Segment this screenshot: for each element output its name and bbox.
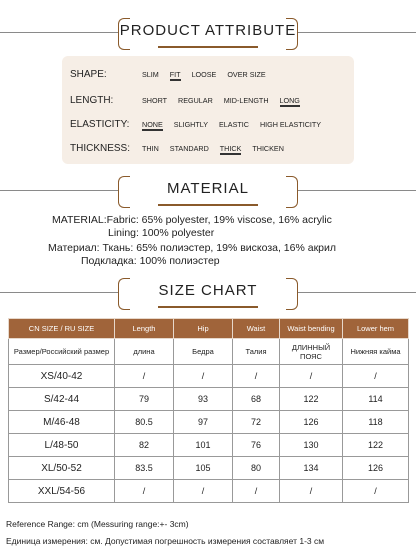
- size-cell: M/46-48: [9, 411, 115, 434]
- value-cell: 105: [174, 457, 233, 480]
- table-row: [9, 434, 409, 457]
- table-row: [9, 365, 409, 388]
- attr-option: SHORT: [142, 95, 168, 105]
- material-fabric-ru: Материал: Ткань: 65% полиэстер, 19% вискоза, 16% акрил: [48, 242, 337, 254]
- attr-option-selected: NONE: [142, 119, 163, 129]
- attr-option-selected: LONG: [279, 95, 300, 105]
- value-cell: 97: [174, 411, 233, 434]
- value-cell: /: [280, 480, 343, 503]
- attr-option: SLIGHTLY: [173, 119, 208, 129]
- ru-header-hip: Бедра: [174, 339, 233, 365]
- value-cell: 101: [174, 434, 233, 457]
- col-header-size: CN SIZE / RU SIZE: [9, 319, 115, 339]
- value-cell: /: [233, 365, 280, 388]
- value-cell: /: [115, 480, 174, 503]
- col-header-waist: Waist: [233, 319, 280, 339]
- ru-header-waist-bending: ДЛИННЫЙ ПОЯС: [280, 339, 343, 365]
- attr-label: ELASTICITY:: [70, 118, 130, 130]
- value-cell: 68: [233, 388, 280, 411]
- material-header: [0, 170, 416, 212]
- attribute-panel: [62, 56, 354, 164]
- value-cell: /: [280, 365, 343, 388]
- value-cell: /: [343, 480, 409, 503]
- table-row: [9, 411, 409, 434]
- material-fabric-en: MATERIAL:Fabric: 65% polyester, 19% viscose, 16% acrylic: [52, 214, 332, 226]
- reference-range-ru: Единица измерения: см. Допустимая погрешность измерения составляет 1-3 см: [6, 536, 325, 546]
- value-cell: /: [233, 480, 280, 503]
- size-cell: L/48-50: [9, 434, 115, 457]
- value-cell: 72: [233, 411, 280, 434]
- value-cell: /: [174, 480, 233, 503]
- header-divider-right: [298, 292, 416, 293]
- section-title: PRODUCT ATTRIBUTE: [119, 22, 297, 39]
- table-row: [9, 480, 409, 503]
- value-cell: 130: [280, 434, 343, 457]
- attr-option: OVER SIZE: [227, 69, 266, 79]
- material-lining-en: Lining: 100% polyester: [108, 227, 215, 239]
- attr-option: HIGH ELASTICITY: [259, 119, 322, 129]
- attr-option: MID-LENGTH: [223, 95, 269, 105]
- col-header-length: Length: [115, 319, 174, 339]
- value-cell: 114: [343, 388, 409, 411]
- material-lining-ru: Подкладка: 100% полиэстер: [81, 255, 220, 267]
- header-divider-left: [0, 32, 118, 33]
- attr-option: SLIM: [142, 69, 159, 79]
- value-cell: 80: [233, 457, 280, 480]
- value-cell: 126: [280, 411, 343, 434]
- attr-option: ELASTIC: [219, 119, 249, 129]
- value-cell: /: [343, 365, 409, 388]
- size-cell: XL/50-52: [9, 457, 115, 480]
- header-divider-right: [298, 190, 416, 191]
- size-cell: XXL/54-56: [9, 480, 115, 503]
- attr-label: LENGTH:: [70, 94, 114, 106]
- table-header-row: [9, 319, 409, 339]
- header-box: [118, 278, 298, 310]
- ru-header-waist: Талия: [233, 339, 280, 365]
- value-cell: 118: [343, 411, 409, 434]
- attr-option-selected: FIT: [169, 69, 181, 79]
- attr-option: THIN: [142, 143, 159, 153]
- size-chart-header: [0, 272, 416, 314]
- product-attribute-header: [0, 12, 416, 54]
- header-box: [118, 176, 298, 208]
- value-cell: 76: [233, 434, 280, 457]
- title-accent-line: [158, 204, 258, 206]
- attr-option: REGULAR: [178, 95, 213, 105]
- value-cell: 80.5: [115, 411, 174, 434]
- attr-row-length: [70, 92, 348, 108]
- size-cell: S/42-44: [9, 388, 115, 411]
- col-header-lower-hem: Lower hem: [343, 319, 409, 339]
- header-divider-left: [0, 190, 118, 191]
- attr-option: THICKEN: [252, 143, 284, 153]
- ru-header-lower-hem: Нижняя кайма: [343, 339, 409, 365]
- value-cell: /: [115, 365, 174, 388]
- section-title: SIZE CHART: [158, 282, 258, 299]
- col-header-waist-bending: Waist bending: [280, 319, 343, 339]
- table-row: [9, 388, 409, 411]
- attr-row-thickness: [70, 140, 348, 156]
- header-divider-right: [298, 32, 416, 33]
- section-title: MATERIAL: [167, 180, 249, 197]
- header-divider-left: [0, 292, 118, 293]
- attr-label: THICKNESS:: [70, 142, 131, 154]
- value-cell: 126: [343, 457, 409, 480]
- ru-header-size: Размер/Российский размер: [9, 339, 115, 365]
- value-cell: 83.5: [115, 457, 174, 480]
- attr-row-elasticity: [70, 116, 348, 132]
- attr-row-shape: [70, 66, 348, 82]
- attr-label: SHAPE:: [70, 68, 107, 80]
- value-cell: 79: [115, 388, 174, 411]
- value-cell: 122: [343, 434, 409, 457]
- title-accent-line: [158, 306, 258, 308]
- attr-option: LOOSE: [191, 69, 217, 79]
- size-cell: XS/40-42: [9, 365, 115, 388]
- reference-range-en: Reference Range: cm (Messuring range:+- 3cm): [6, 519, 189, 529]
- title-accent-line: [158, 46, 258, 48]
- header-box: [118, 18, 298, 50]
- col-header-hip: Hip: [174, 319, 233, 339]
- value-cell: 134: [280, 457, 343, 480]
- table-ru-header-row: [9, 339, 409, 365]
- attr-option: STANDARD: [169, 143, 209, 153]
- table-row: [9, 457, 409, 480]
- value-cell: 122: [280, 388, 343, 411]
- value-cell: /: [174, 365, 233, 388]
- attr-option-selected: THICK: [219, 143, 242, 153]
- value-cell: 82: [115, 434, 174, 457]
- size-chart-table: [8, 318, 409, 503]
- ru-header-length: длина: [115, 339, 174, 365]
- value-cell: 93: [174, 388, 233, 411]
